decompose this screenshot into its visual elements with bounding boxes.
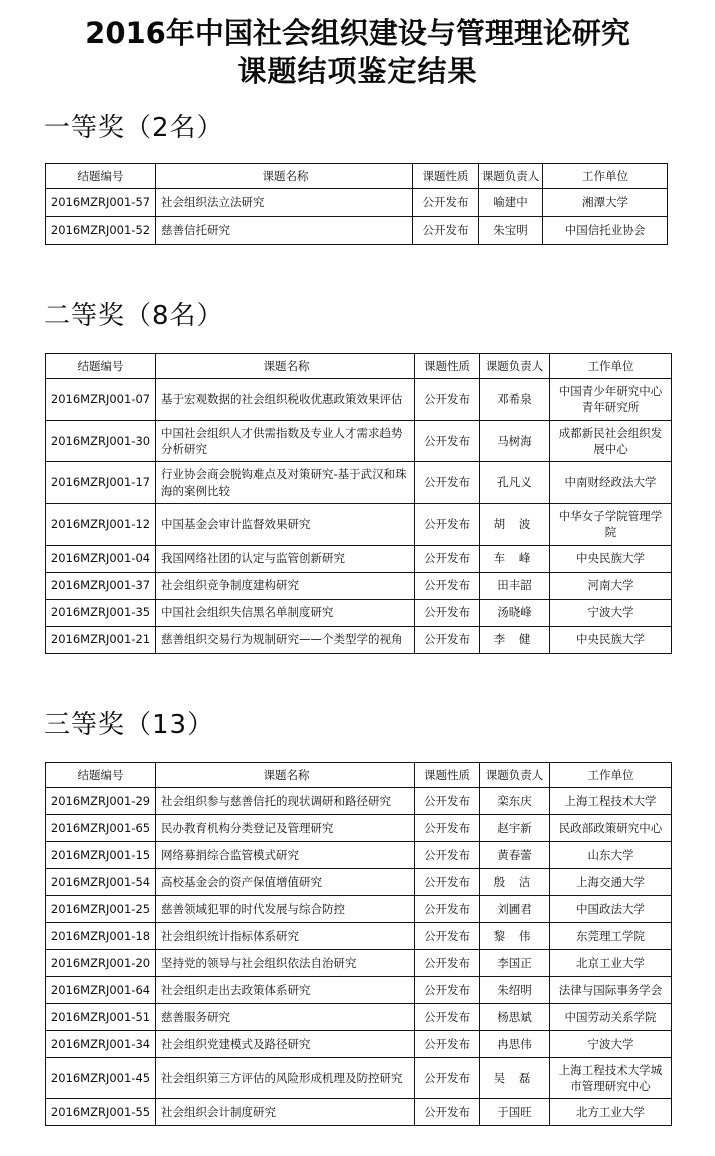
cell-name: 慈善组织交易行为规制研究——个类型学的视角	[156, 626, 415, 653]
cell-unit: 北京工业大学	[550, 949, 672, 976]
cell-person: 栾东庆	[480, 787, 550, 814]
column-header-code: 结题编号	[46, 353, 156, 378]
cell-nature: 公开发布	[415, 1057, 480, 1099]
table-row	[46, 626, 672, 653]
section-heading-third-prize: 三等奖（13）	[44, 709, 215, 740]
cell-unit: 东莞理工学院	[550, 922, 672, 949]
cell-name: 慈善领域犯罪的时代发展与综合防控	[156, 895, 415, 922]
cell-nature: 公开发布	[415, 976, 480, 1003]
cell-unit: 湘潭大学	[543, 188, 668, 216]
column-header-unit: 工作单位	[550, 353, 672, 378]
cell-code: 2016MZRJ001-04	[46, 545, 156, 572]
cell-name: 中国社会组织人才供需指数及专业人才需求趋势分析研究	[156, 420, 415, 462]
column-header-person: 课题负责人	[479, 163, 543, 188]
table-row	[46, 545, 672, 572]
cell-code: 2016MZRJ001-57	[46, 188, 156, 216]
table-row	[46, 868, 672, 895]
cell-unit: 中国信托业协会	[543, 216, 668, 244]
cell-name: 民办教育机构分类登记及管理研究	[156, 814, 415, 841]
second-prize-table	[45, 353, 672, 654]
cell-unit: 中华女子学院管理学院	[550, 503, 672, 545]
cell-name: 社会组织统计指标体系研究	[156, 922, 415, 949]
table-row	[46, 1030, 672, 1057]
cell-unit: 河南大学	[550, 572, 672, 599]
column-header-code: 结题编号	[46, 163, 156, 188]
cell-code: 2016MZRJ001-21	[46, 626, 156, 653]
cell-nature: 公开发布	[415, 545, 480, 572]
page-title	[0, 0, 715, 91]
cell-nature: 公开发布	[415, 1099, 480, 1126]
cell-nature: 公开发布	[413, 216, 479, 244]
cell-code: 2016MZRJ001-54	[46, 868, 156, 895]
cell-person: 黎 伟	[480, 922, 550, 949]
cell-name: 社会组织参与慈善信托的现状调研和路径研究	[156, 787, 415, 814]
cell-code: 2016MZRJ001-51	[46, 1003, 156, 1030]
column-header-nature: 课题性质	[415, 353, 480, 378]
cell-nature: 公开发布	[415, 462, 480, 504]
cell-nature: 公开发布	[415, 626, 480, 653]
cell-name: 社会组织走出去政策体系研究	[156, 976, 415, 1003]
column-header-person: 课题负责人	[480, 762, 550, 787]
section-heading-first-prize: 一等奖（2名）	[44, 112, 224, 143]
second-prize-table-wrap	[0, 353, 715, 654]
cell-unit: 北方工业大学	[550, 1099, 672, 1126]
cell-name: 我国网络社团的认定与监管创新研究	[156, 545, 415, 572]
cell-code: 2016MZRJ001-17	[46, 462, 156, 504]
table-header-row	[46, 353, 672, 378]
cell-unit: 民政部政策研究中心	[550, 814, 672, 841]
cell-nature: 公开发布	[415, 572, 480, 599]
cell-unit: 中南财经政法大学	[550, 462, 672, 504]
column-header-nature: 课题性质	[413, 163, 479, 188]
cell-code: 2016MZRJ001-64	[46, 976, 156, 1003]
cell-nature: 公开发布	[415, 922, 480, 949]
cell-person: 杨思斌	[480, 1003, 550, 1030]
cell-person: 田丰韶	[480, 572, 550, 599]
cell-unit: 宁波大学	[550, 1030, 672, 1057]
table-row	[46, 462, 672, 504]
cell-unit: 上海交通大学	[550, 868, 672, 895]
cell-nature: 公开发布	[415, 895, 480, 922]
page-title-line-1: 2016年中国社会组织建设与管理理论研究	[85, 16, 630, 50]
column-header-code: 结题编号	[46, 762, 156, 787]
cell-name: 中国基金会审计监督效果研究	[156, 503, 415, 545]
table-row	[46, 895, 672, 922]
cell-person: 马树海	[480, 420, 550, 462]
table-row	[46, 922, 672, 949]
cell-name: 高校基金会的资产保值增值研究	[156, 868, 415, 895]
page-title-line-2: 课题结项鉴定结果	[237, 54, 478, 89]
cell-person: 李国正	[480, 949, 550, 976]
cell-nature: 公开发布	[415, 503, 480, 545]
cell-person: 于国旺	[480, 1099, 550, 1126]
cell-unit: 中国劳动关系学院	[550, 1003, 672, 1030]
cell-code: 2016MZRJ001-15	[46, 841, 156, 868]
cell-code: 2016MZRJ001-20	[46, 949, 156, 976]
cell-name: 社会组织会计制度研究	[156, 1099, 415, 1126]
cell-name: 社会组织党建模式及路径研究	[156, 1030, 415, 1057]
cell-unit: 法律与国际事务学会	[550, 976, 672, 1003]
column-header-person: 课题负责人	[480, 353, 550, 378]
cell-name: 社会组织竞争制度建构研究	[156, 572, 415, 599]
column-header-nature: 课题性质	[415, 762, 480, 787]
cell-person: 喻建中	[479, 188, 543, 216]
table-row	[46, 1057, 672, 1099]
table-row	[46, 188, 668, 216]
cell-code: 2016MZRJ001-07	[46, 378, 156, 420]
cell-person: 朱绍明	[480, 976, 550, 1003]
cell-name: 中国社会组织失信黑名单制度研究	[156, 599, 415, 626]
cell-name: 网络募捐综合监管模式研究	[156, 841, 415, 868]
cell-code: 2016MZRJ001-12	[46, 503, 156, 545]
cell-unit: 中央民族大学	[550, 626, 672, 653]
cell-code: 2016MZRJ001-55	[46, 1099, 156, 1126]
cell-unit: 山东大学	[550, 841, 672, 868]
cell-person: 胡 波	[480, 503, 550, 545]
cell-person: 吴 磊	[480, 1057, 550, 1099]
third-prize-table	[45, 762, 672, 1127]
cell-unit: 宁波大学	[550, 599, 672, 626]
column-header-name: 课题名称	[156, 163, 413, 188]
cell-code: 2016MZRJ001-45	[46, 1057, 156, 1099]
cell-nature: 公开发布	[415, 1003, 480, 1030]
cell-person: 李 健	[480, 626, 550, 653]
cell-person: 刘圃君	[480, 895, 550, 922]
column-header-name: 课题名称	[156, 353, 415, 378]
table-row	[46, 976, 672, 1003]
cell-nature: 公开发布	[415, 1030, 480, 1057]
table-header-row	[46, 762, 672, 787]
table-row	[46, 572, 672, 599]
table-row	[46, 599, 672, 626]
cell-nature: 公开发布	[413, 188, 479, 216]
cell-unit: 中国青少年研究中心青年研究所	[550, 378, 672, 420]
cell-person: 车 峰	[480, 545, 550, 572]
table-row	[46, 787, 672, 814]
table-row	[46, 503, 672, 545]
table-row	[46, 420, 672, 462]
table-row	[46, 949, 672, 976]
column-header-name: 课题名称	[156, 762, 415, 787]
cell-name: 行业协会商会脱钩难点及对策研究-基于武汉和珠海的案例比较	[156, 462, 415, 504]
table-header-row	[46, 163, 668, 188]
cell-name: 社会组织第三方评估的风险形成机理及防控研究	[156, 1057, 415, 1099]
cell-code: 2016MZRJ001-65	[46, 814, 156, 841]
cell-code: 2016MZRJ001-52	[46, 216, 156, 244]
cell-person: 冉思伟	[480, 1030, 550, 1057]
cell-person: 朱宝明	[479, 216, 543, 244]
cell-nature: 公开发布	[415, 599, 480, 626]
cell-person: 黄春蕾	[480, 841, 550, 868]
cell-person: 孔凡义	[480, 462, 550, 504]
cell-person: 邓希泉	[480, 378, 550, 420]
table-row	[46, 841, 672, 868]
cell-person: 殷 洁	[480, 868, 550, 895]
cell-code: 2016MZRJ001-29	[46, 787, 156, 814]
cell-name: 基于宏观数据的社会组织税收优惠政策效果评估	[156, 378, 415, 420]
cell-code: 2016MZRJ001-30	[46, 420, 156, 462]
cell-code: 2016MZRJ001-37	[46, 572, 156, 599]
column-header-unit: 工作单位	[543, 163, 668, 188]
cell-unit: 成都新民社会组织发展中心	[550, 420, 672, 462]
cell-person: 赵宇新	[480, 814, 550, 841]
cell-code: 2016MZRJ001-35	[46, 599, 156, 626]
section-heading-second-prize: 二等奖（8名）	[44, 300, 224, 331]
first-prize-table	[45, 163, 668, 245]
cell-name: 社会组织法立法研究	[156, 188, 413, 216]
first-prize-table-wrap	[0, 163, 715, 245]
cell-nature: 公开发布	[415, 841, 480, 868]
cell-nature: 公开发布	[415, 420, 480, 462]
table-row	[46, 1003, 672, 1030]
table-row	[46, 216, 668, 244]
cell-unit: 上海工程技术大学城市管理研究中心	[550, 1057, 672, 1099]
column-header-unit: 工作单位	[550, 762, 672, 787]
table-row	[46, 378, 672, 420]
cell-person: 汤晓峰	[480, 599, 550, 626]
cell-name: 慈善信托研究	[156, 216, 413, 244]
cell-code: 2016MZRJ001-25	[46, 895, 156, 922]
table-row	[46, 1099, 672, 1126]
cell-code: 2016MZRJ001-34	[46, 1030, 156, 1057]
cell-name: 慈善服务研究	[156, 1003, 415, 1030]
cell-code: 2016MZRJ001-18	[46, 922, 156, 949]
cell-unit: 上海工程技术大学	[550, 787, 672, 814]
cell-nature: 公开发布	[415, 787, 480, 814]
cell-nature: 公开发布	[415, 949, 480, 976]
third-prize-table-wrap	[0, 762, 715, 1127]
cell-unit: 中央民族大学	[550, 545, 672, 572]
table-row	[46, 814, 672, 841]
cell-unit: 中国政法大学	[550, 895, 672, 922]
cell-nature: 公开发布	[415, 378, 480, 420]
cell-nature: 公开发布	[415, 868, 480, 895]
cell-nature: 公开发布	[415, 814, 480, 841]
cell-name: 坚持党的领导与社会组织依法自治研究	[156, 949, 415, 976]
